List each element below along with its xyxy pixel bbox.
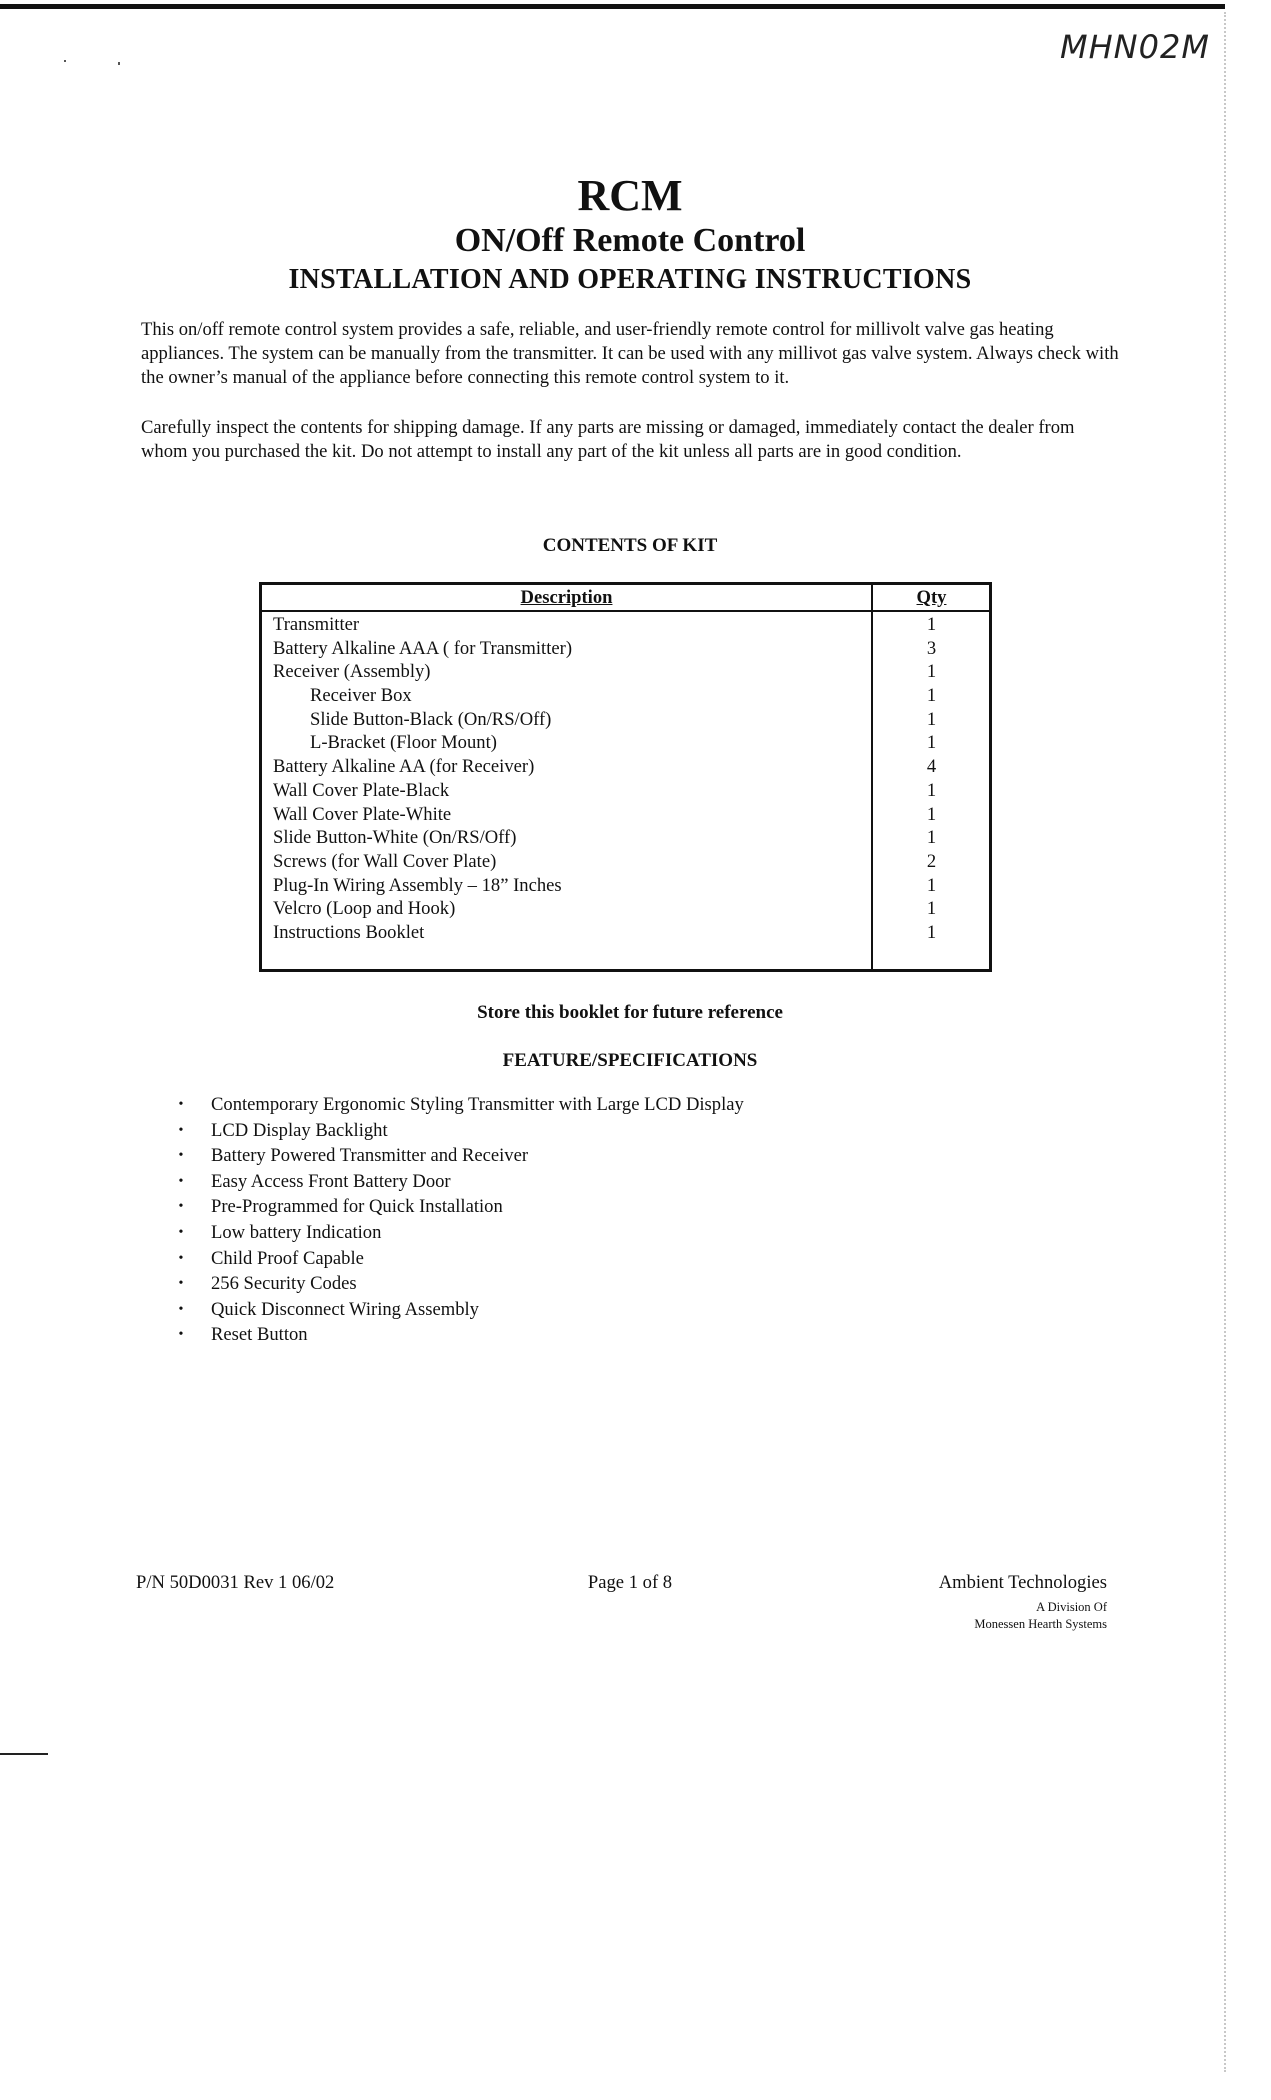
table-row — [262, 731, 990, 755]
inspection-paragraph: Carefully inspect the contents for shipping damage. If any parts are missing or damaged, immediately contact the dealer from whom you purchased the kit. Do not attempt to install any part of the kit unless all parts are in good condition. — [141, 417, 1075, 462]
bullet-icon: • — [178, 1301, 184, 1317]
item-description: Slide Button-Black (On/RS/Off) — [310, 708, 552, 730]
table-row — [262, 755, 990, 779]
kit-heading: CONTENTS OF KIT — [542, 535, 718, 556]
header-divider — [262, 610, 989, 612]
item-qty: 1 — [926, 614, 937, 635]
feature-text: Quick Disconnect Wiring Assembly — [211, 1298, 479, 1320]
item-description: Battery Alkaline AAA ( for Transmitter) — [273, 637, 573, 659]
list-item — [171, 1271, 744, 1297]
list-item — [171, 1194, 744, 1220]
store-note: Store this booklet for future reference — [477, 1002, 783, 1023]
item-description: Velcro (Loop and Hook) — [273, 898, 456, 920]
item-description: Receiver (Assembly) — [273, 661, 431, 683]
table-row — [262, 874, 990, 898]
bullet-icon: • — [178, 1224, 184, 1240]
table-row — [262, 660, 990, 684]
item-description: Instructions Booklet — [273, 921, 425, 943]
table-body — [262, 613, 990, 945]
feature-text: Contemporary Ergonomic Styling Transmitter with Large LCD Display — [211, 1094, 744, 1115]
bullet-icon: • — [178, 1097, 184, 1112]
item-qty: 1 — [926, 779, 937, 801]
list-item — [171, 1297, 744, 1323]
item-qty: 1 — [926, 827, 937, 849]
list-item — [171, 1322, 744, 1348]
item-qty: 4 — [926, 756, 937, 778]
handwritten-note: MHN02M — [1060, 28, 1210, 66]
item-description: Screws (for Wall Cover Plate) — [273, 850, 497, 872]
bullet-icon: • — [178, 1173, 184, 1189]
item-description: Battery Alkaline AA (for Receiver) — [273, 756, 535, 778]
item-description: Receiver Box — [310, 685, 412, 707]
item-qty: 1 — [926, 898, 937, 920]
item-qty: 1 — [926, 685, 937, 707]
scan-mark — [0, 1753, 48, 1755]
feature-text: 256 Security Codes — [211, 1273, 357, 1295]
company-name: Ambient Technologies — [938, 1572, 1107, 1593]
list-item — [171, 1220, 744, 1246]
list-item — [171, 1143, 744, 1169]
feature-list — [171, 1092, 744, 1348]
table-row — [262, 921, 990, 945]
column-header-description: Description — [520, 587, 613, 608]
company-division: A Division Of — [1036, 1600, 1107, 1614]
item-description: L-Bracket (Floor Mount) — [310, 732, 497, 754]
bullet-icon: • — [178, 1276, 184, 1292]
intro-paragraph: This on/off remote control system provides a safe, reliable, and user-friendly remote control for millivolt valve gas heating appliances. The system can be manually from the transmitter. It can be used with any millivot gas valve system. Always check with the owner’s manual of the appliance before connecting this remote control system to it. — [141, 319, 1119, 388]
table-row — [262, 850, 990, 874]
table-row — [262, 613, 990, 637]
document-title: RCM — [577, 171, 683, 220]
item-description: Plug-In Wiring Assembly – 18” Inches — [273, 874, 562, 896]
section-title: INSTALLATION AND OPERATING INSTRUCTIONS — [288, 264, 972, 295]
item-qty: 1 — [926, 732, 937, 754]
list-item — [171, 1169, 744, 1195]
item-description: Transmitter — [273, 614, 360, 635]
feature-text: LCD Display Backlight — [211, 1119, 388, 1141]
item-description: Wall Cover Plate-White — [273, 803, 452, 825]
page-number: Page 1 of 8 — [587, 1572, 673, 1593]
feature-text: Easy Access Front Battery Door — [211, 1170, 451, 1192]
list-item — [171, 1118, 744, 1144]
table-row — [262, 826, 990, 850]
scan-speck — [64, 60, 66, 62]
bullet-icon: • — [178, 1250, 184, 1266]
scan-speck — [118, 62, 120, 65]
item-qty: 1 — [926, 921, 937, 943]
item-qty: 1 — [926, 874, 937, 896]
feature-text: Low battery Indication — [211, 1221, 382, 1243]
item-qty: 2 — [926, 850, 937, 872]
feature-text: Reset Button — [211, 1324, 308, 1346]
list-item — [171, 1246, 744, 1272]
bullet-icon: • — [178, 1148, 184, 1164]
part-number: P/N 50D0031 Rev 1 06/02 — [136, 1572, 335, 1593]
bullet-icon: • — [178, 1327, 184, 1343]
item-qty: 1 — [926, 661, 937, 683]
bullet-icon: • — [178, 1199, 184, 1215]
bullet-icon: • — [178, 1122, 184, 1138]
column-header-qty: Qty — [916, 587, 947, 608]
item-description: Wall Cover Plate-Black — [273, 779, 450, 801]
kit-contents-table — [259, 582, 992, 972]
item-qty: 1 — [926, 803, 937, 825]
table-row — [262, 803, 990, 827]
table-row — [262, 684, 990, 708]
scan-edge — [1224, 12, 1226, 2072]
item-description: Slide Button-White (On/RS/Off) — [273, 827, 517, 849]
document-subtitle: ON/Off Remote Control — [454, 222, 806, 259]
list-item — [171, 1092, 744, 1118]
feature-text: Pre-Programmed for Quick Installation — [211, 1196, 503, 1218]
table-row — [262, 637, 990, 661]
parent-company: Monessen Hearth Systems — [974, 1617, 1107, 1631]
feature-text: Child Proof Capable — [211, 1247, 364, 1269]
features-heading: FEATURE/SPECIFICATIONS — [502, 1050, 758, 1071]
table-row — [262, 897, 990, 921]
table-row — [262, 779, 990, 803]
top-border-line — [0, 4, 1225, 9]
feature-text: Battery Powered Transmitter and Receiver — [211, 1145, 529, 1167]
item-qty: 3 — [926, 637, 937, 659]
item-qty: 1 — [926, 708, 937, 730]
table-row — [262, 708, 990, 732]
